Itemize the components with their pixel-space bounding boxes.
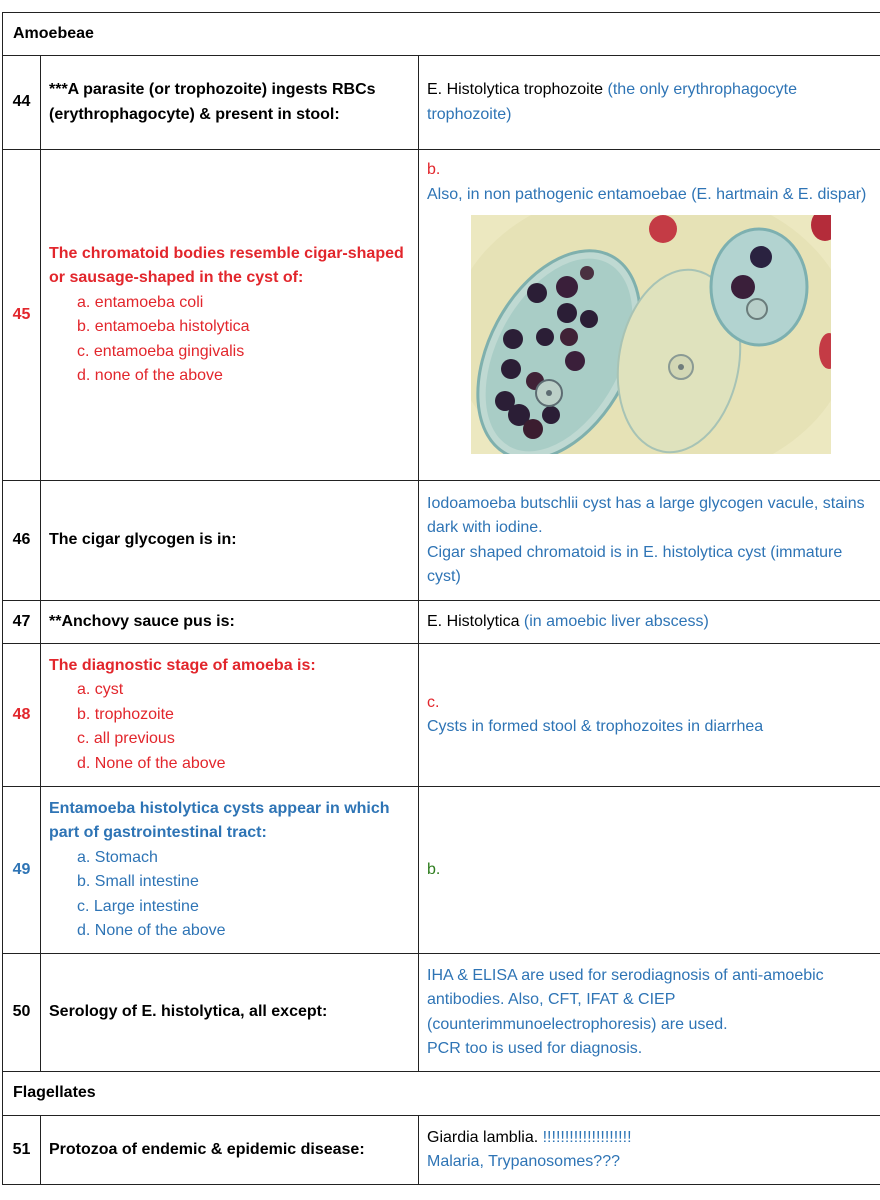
answer-main: E. Histolytica trophozoite bbox=[427, 81, 604, 98]
table-row-48 bbox=[3, 644, 880, 787]
section-row-flagellates bbox=[3, 1072, 880, 1116]
option-item: d. None of the above bbox=[77, 754, 226, 772]
question-cell bbox=[41, 644, 419, 787]
question-number: 49 bbox=[3, 787, 41, 954]
answer-line: PCR too is used for diagnosis. bbox=[427, 1040, 643, 1057]
option-item: c. all previous bbox=[77, 730, 175, 748]
question-cell bbox=[41, 150, 419, 481]
question-text: ***A parasite (or trophozoite) ingests RBCs (erythrophagocyte) & present in stool: bbox=[41, 56, 419, 150]
answer-line: Malaria, Trypanosomes??? bbox=[427, 1153, 620, 1170]
question-text: Serology of E. histolytica, all except: bbox=[41, 954, 419, 1072]
answer-cell bbox=[419, 150, 880, 481]
question-text: The diagnostic stage of amoeba is: bbox=[49, 656, 316, 674]
answer-note: (the only erythrophagocyte trophozoite) bbox=[427, 81, 797, 123]
table-row-49 bbox=[3, 787, 880, 954]
question-number: 45 bbox=[3, 150, 41, 481]
option-item: d. None of the above bbox=[77, 922, 226, 939]
question-cell bbox=[41, 787, 419, 954]
answer-letter: c. bbox=[427, 693, 440, 711]
answer-note: Cysts in formed stool & trophozoites in diarrhea bbox=[427, 718, 764, 735]
section-title-flagellates: Flagellates bbox=[3, 1072, 880, 1116]
option-item: b. trophozoite bbox=[77, 705, 174, 723]
section-row-amoebeae bbox=[3, 13, 880, 56]
answer-note: (in amoebic liver abscess) bbox=[523, 612, 709, 630]
question-number: 46 bbox=[3, 481, 41, 601]
option-item: a. entamoeba coli bbox=[77, 293, 204, 311]
cyst-micrograph bbox=[471, 215, 831, 454]
option-item: d. none of the above bbox=[77, 367, 223, 384]
table-row-50 bbox=[3, 954, 880, 1072]
table-row-45 bbox=[3, 150, 880, 481]
option-item: b. Small intestine bbox=[77, 873, 199, 890]
answer-cell bbox=[419, 56, 880, 150]
question-text: **Anchovy sauce pus is: bbox=[41, 601, 419, 644]
question-table bbox=[2, 12, 880, 1185]
answer-note: Also, in non pathogenic entamoebae (E. hartmain & E. dispar) bbox=[427, 185, 867, 203]
answer-main: E. Histolytica bbox=[427, 612, 520, 630]
question-number: 47 bbox=[3, 601, 41, 644]
table-row-51 bbox=[3, 1116, 880, 1185]
question-text: Protozoa of endemic & epidemic disease: bbox=[41, 1116, 419, 1185]
question-text: The cigar glycogen is in: bbox=[41, 481, 419, 601]
option-item: a. Stomach bbox=[77, 848, 158, 866]
section-title-amoebeae: Amoebeae bbox=[3, 13, 880, 56]
option-item: b. entamoeba histolytica bbox=[77, 318, 250, 335]
question-number: 44 bbox=[3, 56, 41, 150]
table-row-47 bbox=[3, 601, 880, 644]
question-text: Entamoeba histolytica cysts appear in which part of gastrointestinal tract: bbox=[49, 799, 390, 841]
question-number: 51 bbox=[3, 1116, 41, 1185]
question-number: 50 bbox=[3, 954, 41, 1072]
answer-cell bbox=[419, 954, 880, 1072]
option-item: c. entamoeba gingivalis bbox=[77, 342, 245, 360]
answer-letter: b. bbox=[427, 860, 441, 878]
question-number: 48 bbox=[3, 644, 41, 787]
answer-cell bbox=[419, 644, 880, 787]
question-text: The chromatoid bodies resemble cigar-shaped or sausage-shaped in the cyst of: bbox=[49, 244, 404, 286]
answer-marks: !!!!!!!!!!!!!!!!!!!! bbox=[542, 1128, 632, 1146]
answer-cell bbox=[419, 787, 880, 954]
answer-line: Iodoamoeba butschlii cyst has a large glycogen vacule, stains dark with iodine. bbox=[427, 494, 865, 536]
answer-cell bbox=[419, 481, 880, 601]
answer-line: Cigar shaped chromatoid is in E. histolytica cyst (immature cyst) bbox=[427, 543, 843, 585]
table-row-44 bbox=[3, 56, 880, 150]
answer-line: IHA & ELISA are used for serodiagnosis of anti-amoebic antibodies. Also, CFT, IFAT & CIEP (counterimmunoelectrophoresis) are used. bbox=[427, 966, 824, 1033]
option-item: c. Large intestine bbox=[77, 897, 199, 915]
answer-cell bbox=[419, 1116, 880, 1185]
answer-cell bbox=[419, 601, 880, 644]
answer-letter: b. bbox=[427, 161, 441, 178]
table-row-46 bbox=[3, 481, 880, 601]
answer-main: Giardia lamblia. bbox=[427, 1128, 539, 1146]
option-item: a. cyst bbox=[77, 681, 124, 699]
